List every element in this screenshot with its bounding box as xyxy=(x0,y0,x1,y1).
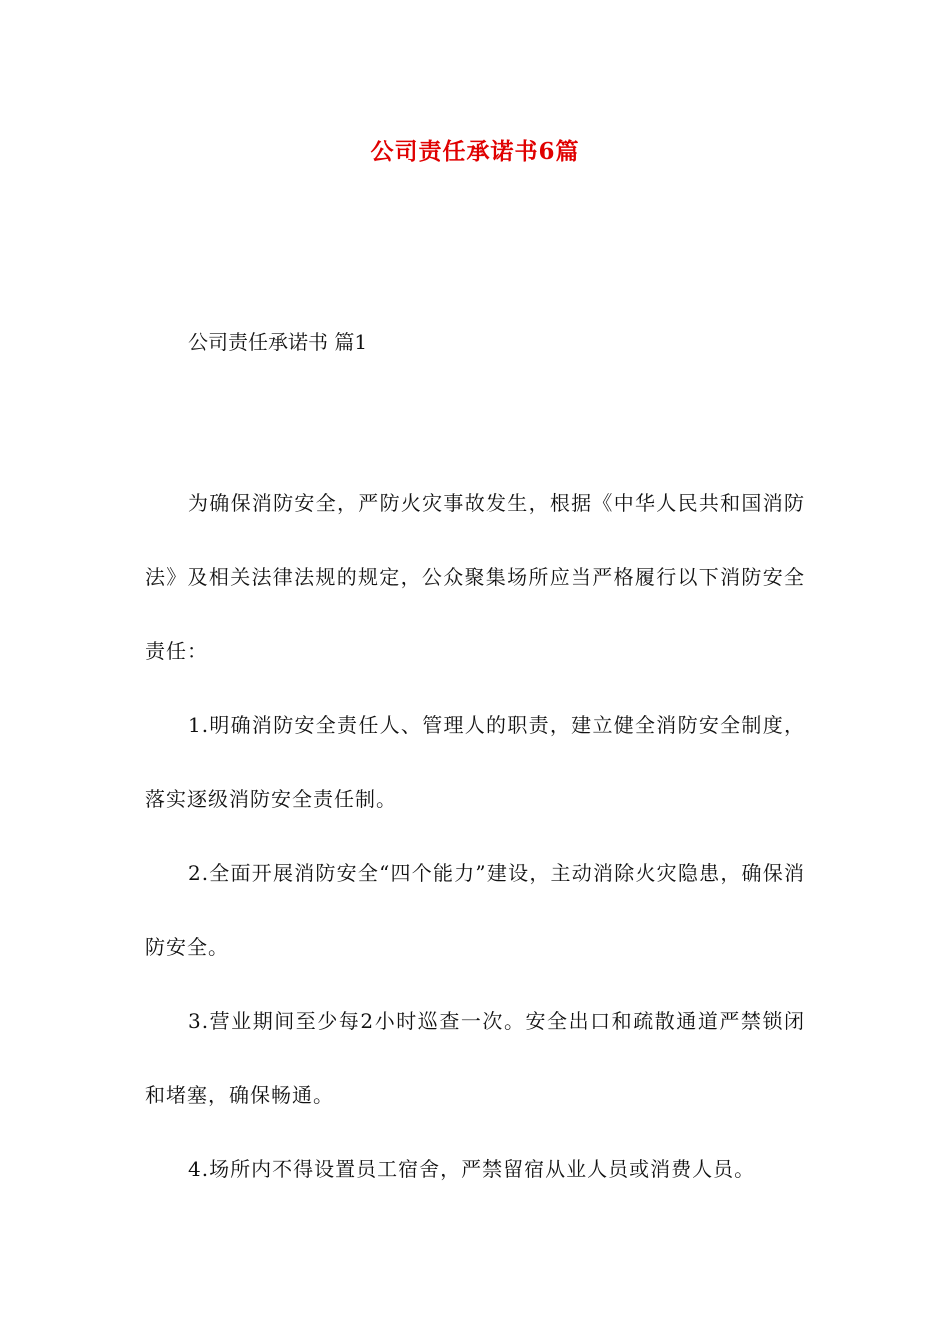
paragraph-item-4: 4.场所内不得设置员工宿舍，严禁留宿从业人员或消费人员。 xyxy=(188,1157,756,1181)
paragraph-intro: 为确保消防安全，严防火灾事故发生，根据《中华人民共和国消防法》及相关法律法规的规定，公众聚集场所应当严格履行以下消防安全责任： xyxy=(145,491,805,663)
paragraph-item-3: 3.营业期间至少每2小时巡查一次。安全出口和疏散通道严禁锁闭和堵塞，确保畅通。 xyxy=(145,1009,805,1107)
paragraph-item-1: 1.明确消防安全责任人、管理人的职责，建立健全消防安全制度，落实逐级消防安全责任制。 xyxy=(145,713,805,811)
document-body xyxy=(145,466,805,1206)
document-title: 公司责任承诺书6篇 xyxy=(370,138,580,165)
paragraph-item-2: 2.全面开展消防安全“四个能力”建设，主动消除火灾隐患，确保消防安全。 xyxy=(145,861,805,959)
section-heading: 公司责任承诺书 篇1 xyxy=(188,330,368,354)
